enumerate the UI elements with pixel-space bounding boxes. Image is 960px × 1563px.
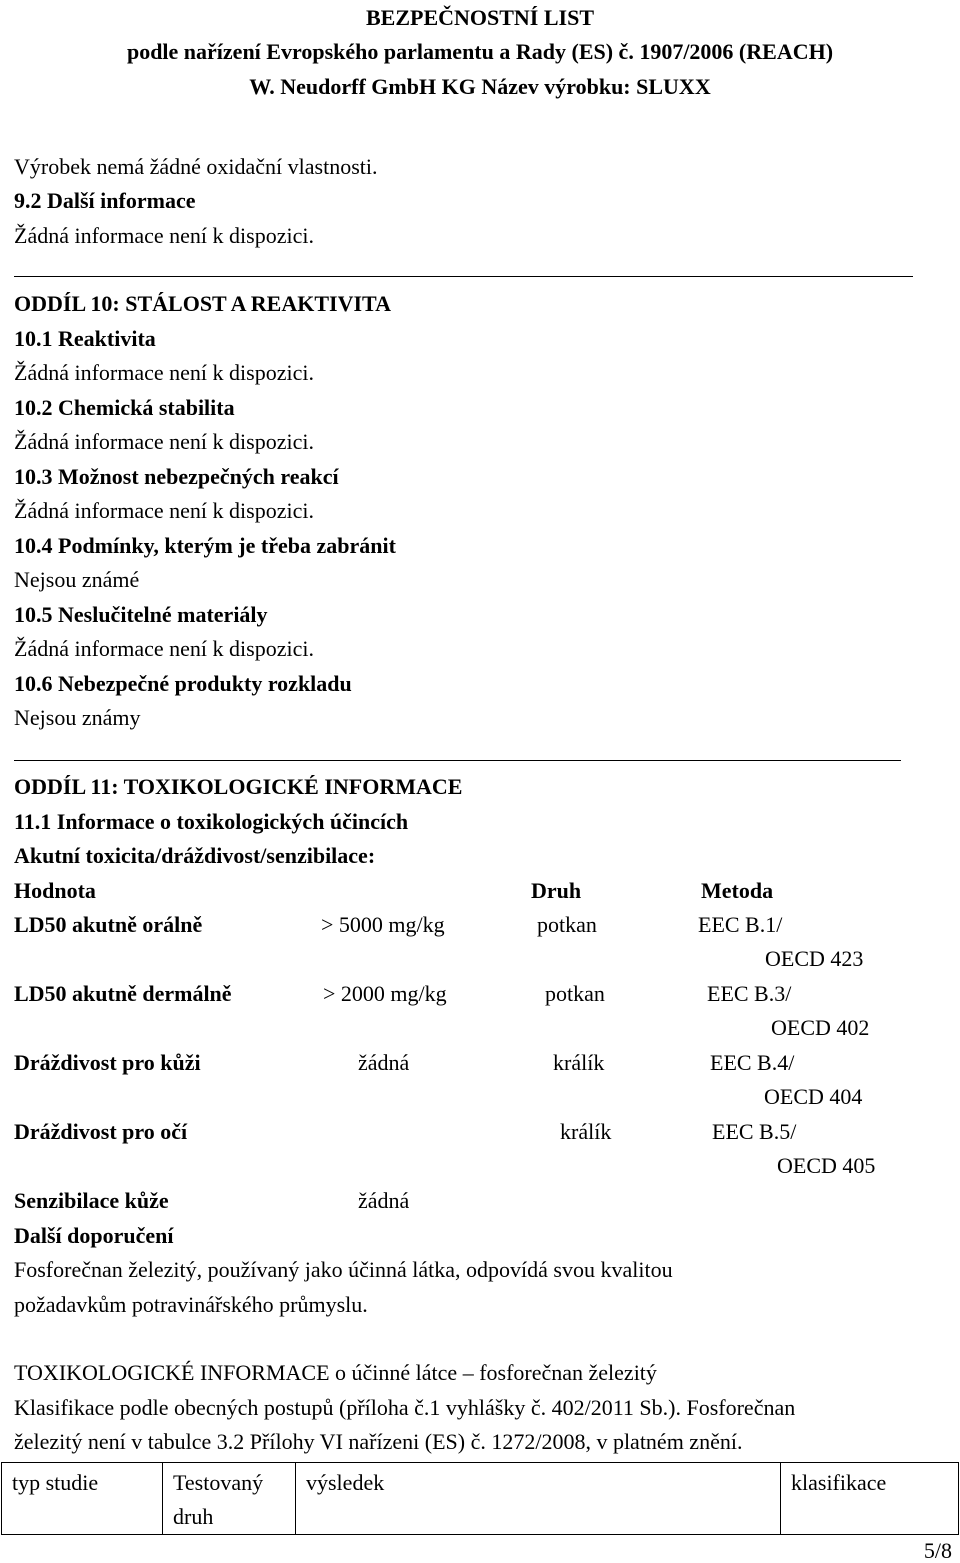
tox-row-species: králík [553,1050,605,1075]
heading-10-4: 10.4 Podmínky, kterým je třeba zabránit [14,533,396,558]
tox-row-method-oecd: OECD 404 [764,1084,863,1109]
tox-row-method: EEC B.1/ [698,912,783,937]
heading-10-2: 10.2 Chemická stabilita [14,395,235,420]
column-header-method: Metoda [701,878,774,903]
text-10-3: Žádná informace není k dispozici. [14,498,314,523]
section-divider [14,276,913,277]
further-recommendation-heading: Další doporučení [14,1223,174,1248]
text-10-1: Žádná informace není k dispozici. [14,360,314,385]
active-substance-title: TOXIKOLOGICKÉ INFORMACE o účinné látce – fosforečnan železitý [14,1360,657,1385]
column-header-species: Druh [531,878,582,903]
regulation-subtitle: podle nařízení Evropského parlamentu a Rady (ES) č. 1907/2006 (REACH) [126,39,834,64]
tox-row-name: Senzibilace kůže [14,1188,169,1213]
tox-row-value: > 5000 mg/kg [321,912,445,937]
tox-row-method-oecd: OECD 402 [771,1015,870,1040]
text-10-6: Nejsou známy [14,705,141,730]
tox-row-species: králík [560,1119,612,1144]
oxidizing-text: Výrobek nemá žádné oxidační vlastnosti. [14,154,378,179]
document-title: BEZPEČNOSTNÍ LIST [365,5,595,30]
text-10-2: Žádná informace není k dispozici. [14,429,314,454]
tox-row-method: EEC B.3/ [707,981,792,1006]
table-header-classification: klasifikace [781,1463,959,1535]
company-product-line: W. Neudorff GmbH KG Název výrobku: SLUXX [249,74,711,99]
text-10-4: Nejsou známé [14,567,140,592]
tox-row-name: LD50 akutně dermálně [14,981,232,1006]
tox-row-method: EEC B.4/ [710,1050,795,1075]
tox-row-value: žádná [358,1188,410,1213]
heading-10-1: 10.1 Reaktivita [14,326,156,351]
heading-10-3: 10.3 Možnost nebezpečných reakcí [14,464,339,489]
acute-toxicity-label: Akutní toxicita/dráždivost/senzibilace: [14,843,376,868]
classification-text: železitý není v tabulce 3.2 Přílohy VI nařízeni (ES) č. 1272/2008, v platném znění. [14,1429,743,1454]
tox-row-name: Dráždivost pro kůži [14,1050,201,1075]
tox-row-method-oecd: OECD 423 [765,946,864,971]
section-11-title: ODDÍL 11: TOXIKOLOGICKÉ INFORMACE [14,774,463,799]
tox-row-method-oecd: OECD 405 [777,1153,876,1178]
further-recommendation-text: požadavkům potravinářského průmyslu. [14,1292,368,1317]
table-header-tested-species: Testovaný druh [163,1463,296,1535]
tox-row-method: EEC B.5/ [712,1119,797,1144]
classification-text: Klasifikace podle obecných postupů (příloha č.1 vyhlášky č. 402/2011 Sb.). Fosforečnan [14,1395,796,1420]
tox-row-species: potkan [537,912,597,937]
further-recommendation-text: Fosforečnan železitý, používaný jako účinná látka, odpovídá svou kvalitou [14,1257,673,1282]
section-10-title: ODDÍL 10: STÁLOST A REAKTIVITA [14,291,391,316]
tox-row-value: žádná [358,1050,410,1075]
tox-row-species: potkan [545,981,605,1006]
tox-row-name: Dráždivost pro očí [14,1119,188,1144]
page-number: 5/8 [923,1538,952,1563]
text-9-2: Žádná informace není k dispozici. [14,223,314,248]
text-10-5: Žádná informace není k dispozici. [14,636,314,661]
toxicology-table [1,1462,959,1535]
heading-11-1: 11.1 Informace o toxikologických účincích [14,809,409,834]
column-header-value: Hodnota [14,878,96,903]
section-divider [14,760,901,761]
tox-row-value: > 2000 mg/kg [323,981,447,1006]
table-header-row [2,1463,959,1535]
tox-row-name: LD50 akutně orálně [14,912,203,937]
heading-9-2: 9.2 Další informace [14,188,196,213]
table-header-result: výsledek [296,1463,781,1535]
heading-10-6: 10.6 Nebezpečné produkty rozkladu [14,671,352,696]
heading-10-5: 10.5 Neslučitelné materiály [14,602,268,627]
table-header-study-type: typ studie [2,1463,163,1535]
